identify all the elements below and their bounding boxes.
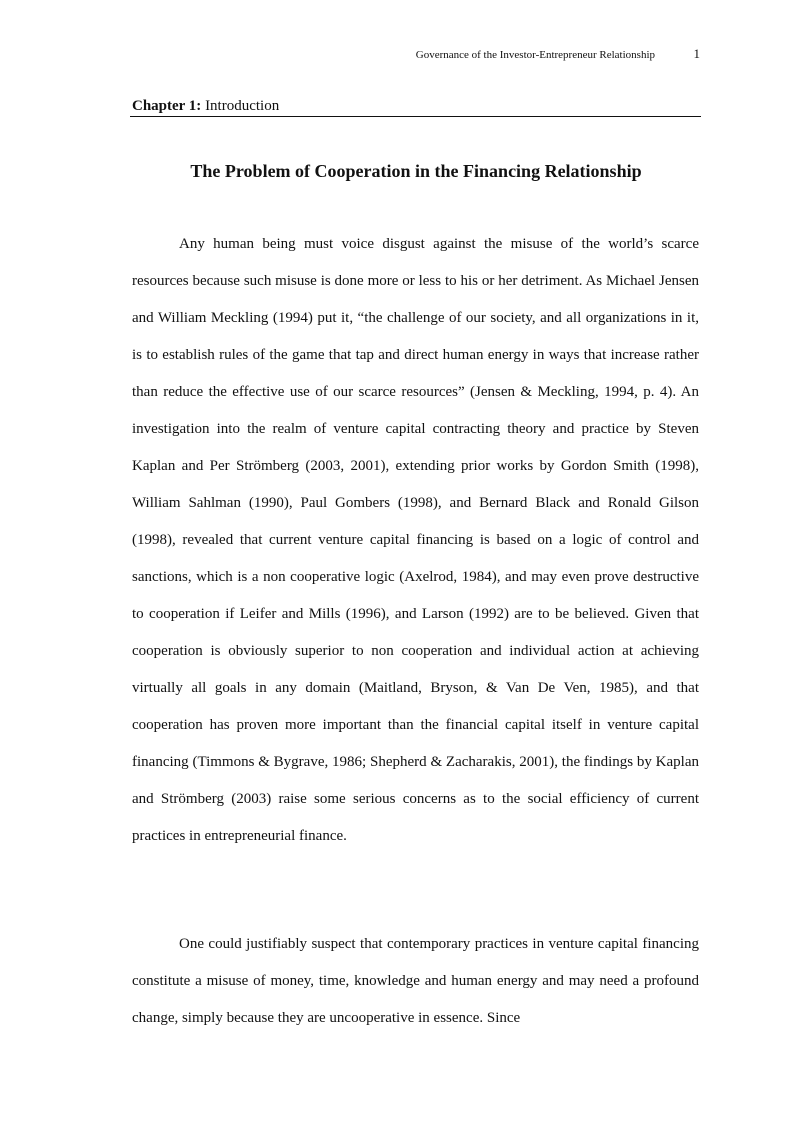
body-paragraph: One could justifiably suspect that contemporary practices in venture capital financing constitute a misuse of money, time, knowledge and human energy and may need a profound change, simply because they are uncooperative in essence. Since (132, 936, 699, 1026)
chapter-label: Chapter 1: (132, 98, 202, 114)
body-paragraph: Any human being must voice disgust against the misuse of the world’s scarce resources because such misuse is done more or less to his or her detriment. As Michael Jensen and William Meckling (1994) put it, “the challenge of our society, and all organizations in it, is to establish rules of the game that tap and direct human energy in ways that increase rather than reduce the effective use of our scarce resources” (Jensen & Meckling, 1994, p. 4). An investigation into the realm of venture capital contracting theory and practice by Steven Kaplan and Per Strömberg (2003, 2001), extending prior works by Gordon Smith (1998), William Sahlman (1990), Paul Gombers (1998), and Bernard Black and Ronald Gilson (1998), revealed that current venture capital financing is based on a logic of control and sanctions, which is a non cooperative logic (Axelrod, 1984), and may even prove destructive to cooperation if Leifer and Mills (1996), and Larson (1992) are to be believed. Given that cooperation is obviously superior to non cooperation and individual action at achieving virtually all goals in any domain (Maitland, Bryson, & Van De Ven, 1985), and that cooperation has proven more important than the financial capital itself in venture capital financing (Timmons & Bygrave, 1986; Shepherd & Zacharakis, 2001), the findings by Kaplan and Strömberg (2003) raise some serious concerns as to the social efficiency of current practices in entrepreneurial finance. (132, 236, 699, 844)
running-head: Governance of the Investor-Entrepreneur Relationship (415, 49, 655, 61)
chapter-title: Introduction (205, 98, 280, 114)
chapter-rule (130, 116, 701, 117)
page-number: 1 (693, 46, 700, 61)
section-title: The Problem of Cooperation in the Financing Relationship (190, 161, 642, 181)
chapter-heading (132, 96, 279, 116)
